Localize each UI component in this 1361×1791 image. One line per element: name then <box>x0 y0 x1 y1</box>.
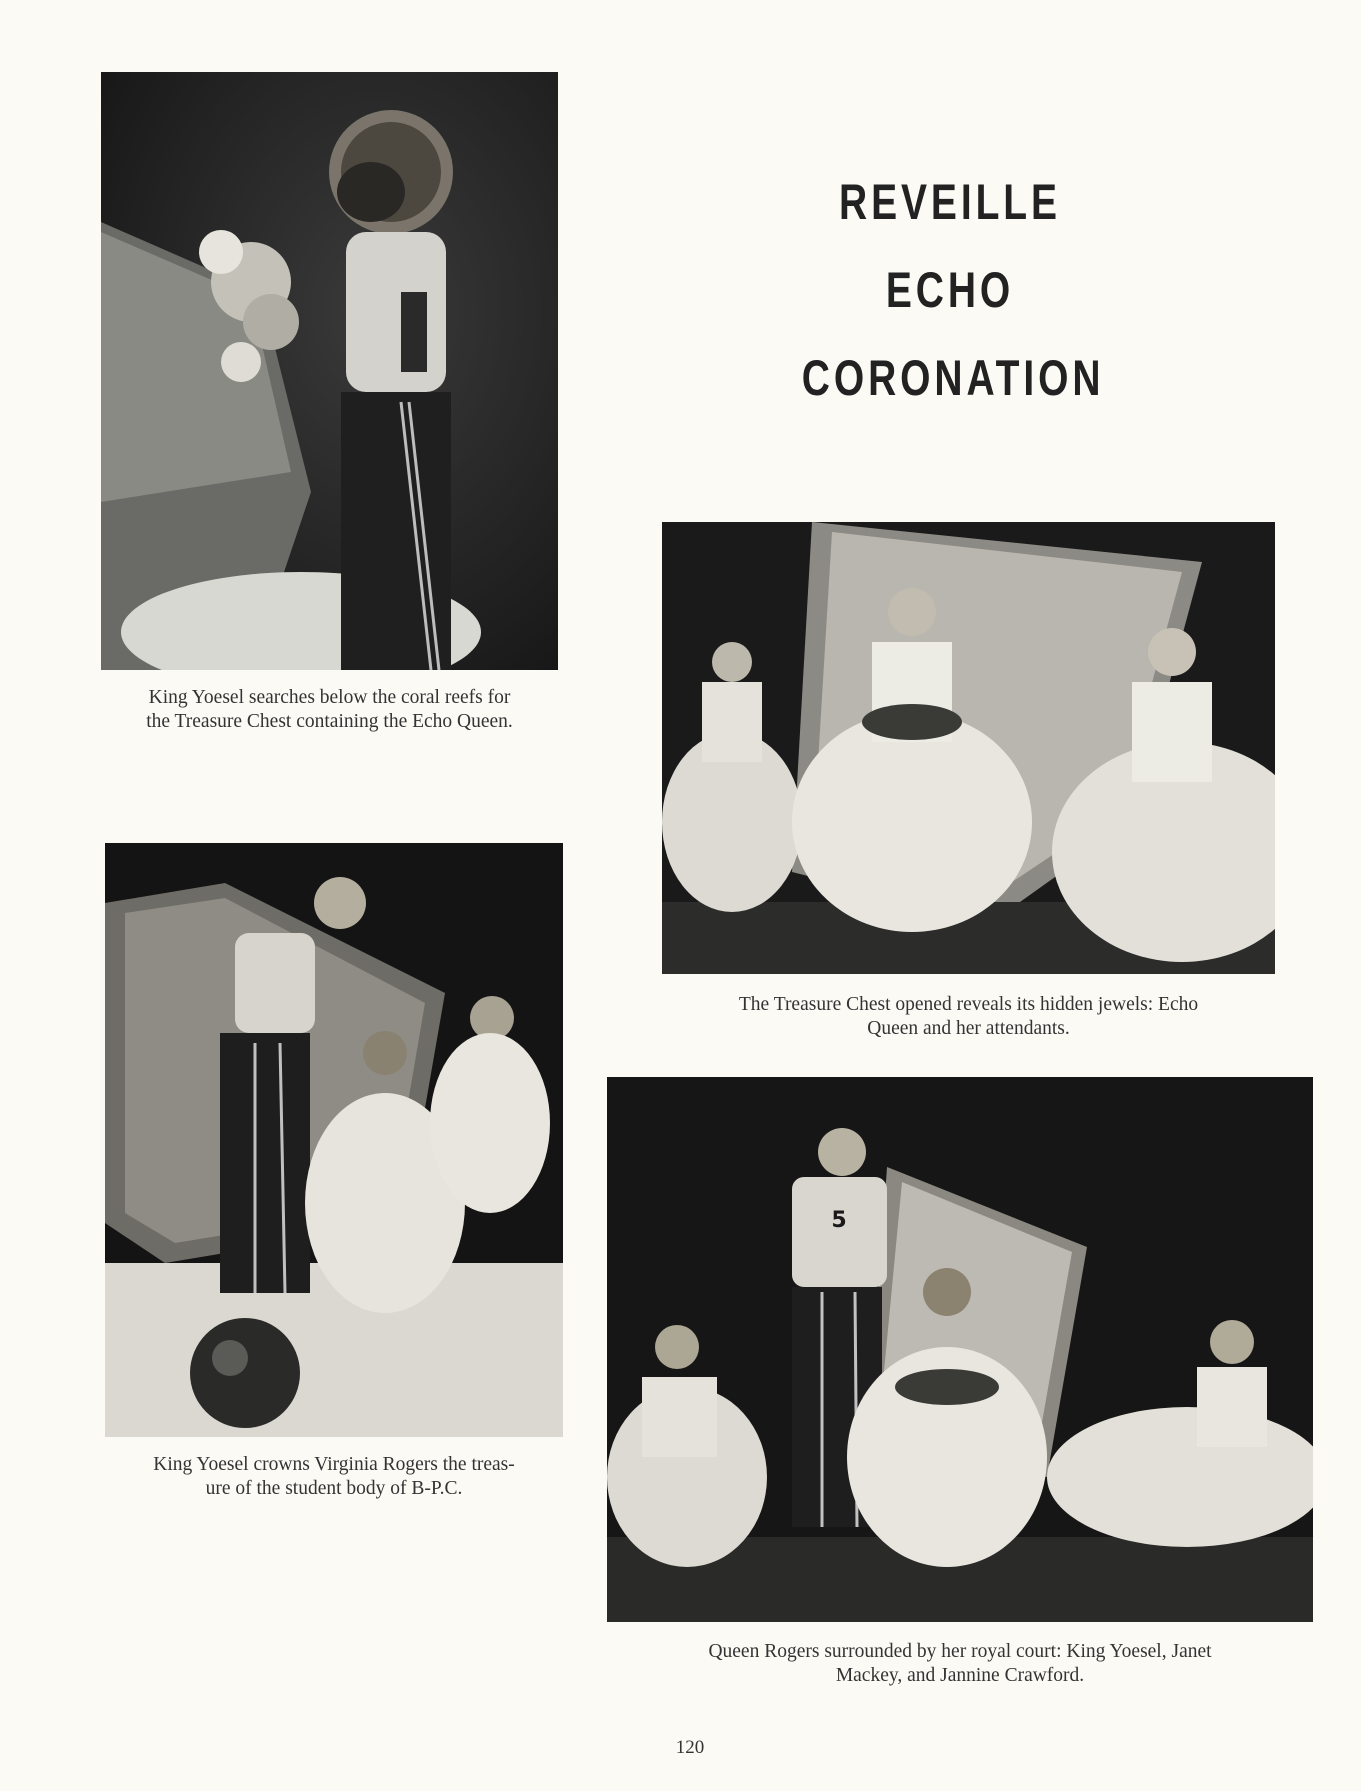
page-title <box>801 158 1105 422</box>
page-number: 120 <box>675 1737 705 1758</box>
photo-treasure-chest-opened <box>662 522 1275 974</box>
photo-royal-court <box>607 1077 1313 1622</box>
photo-king-crowns-queen <box>105 843 563 1437</box>
photo-caption: Queen Rogers surrounded by her royal court: King Yoesel, Janet Mackey, and Jannine Crawford. <box>708 1641 1212 1686</box>
photo-caption: King Yoesel searches below the coral reefs for the Treasure Chest containing the Echo Queen. <box>146 687 513 732</box>
photo-caption: King Yoesel crowns Virginia Rogers the treas- ure of the student body of B-P.C. <box>153 1454 515 1499</box>
title-line-1: REVEILLE ECHO <box>839 174 1061 318</box>
jersey-number: 5 <box>831 1208 847 1233</box>
photo-caption: The Treasure Chest opened reveals its hidden jewels: Echo Queen and her attendants. <box>738 994 1199 1039</box>
title-line-2: CORONATION <box>801 350 1105 406</box>
photo-diver-searching <box>101 72 558 670</box>
